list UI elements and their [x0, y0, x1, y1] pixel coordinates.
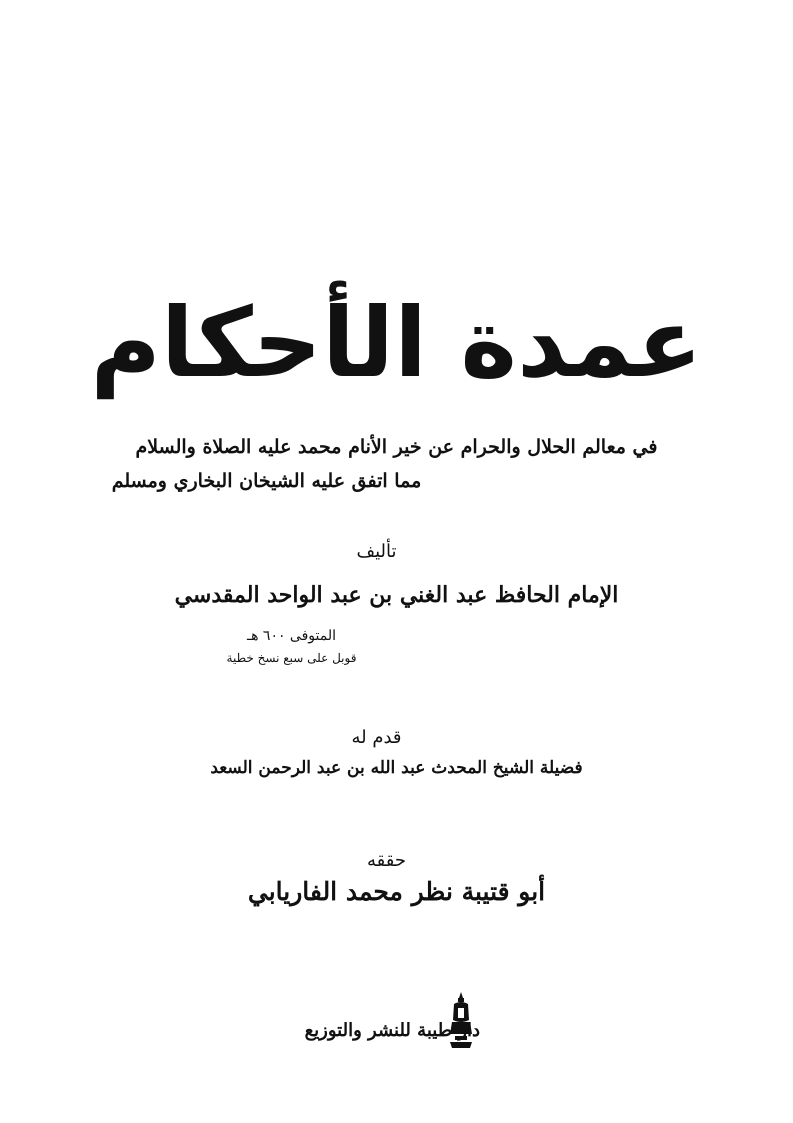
publisher-block — [250, 990, 480, 1050]
book-title: عمدة الأحكام — [90, 287, 703, 399]
death-note: المتوفى ٦٠٠ هـ — [246, 628, 337, 644]
subtitle-line-1: في معالم الحلال والحرام عن خير الأنام محمد عليه الصلاة والسلام — [135, 436, 658, 458]
intro-name: فضيلة الشيخ المحدث عبد الله بن عبد الرحمن السعد — [210, 758, 583, 778]
subtitle-line-2: مما اتفق عليه الشيخان البخاري ومسلم — [111, 470, 422, 492]
publisher-name: دار طيبة للنشر والتوزيع — [304, 1020, 480, 1041]
editor-label: حققه — [367, 850, 406, 871]
author-label: تأليف — [356, 541, 397, 562]
intro-label: قدم له — [351, 727, 402, 748]
editor-name: أبو قتيبة نظر محمد الفاريابي — [247, 877, 546, 906]
manuscripts-note: قوبل على سبع نسخ خطية — [226, 651, 357, 665]
author-name: الإمام الحافظ عبد الغني بن عبد الواحد المقدسي — [174, 582, 619, 608]
